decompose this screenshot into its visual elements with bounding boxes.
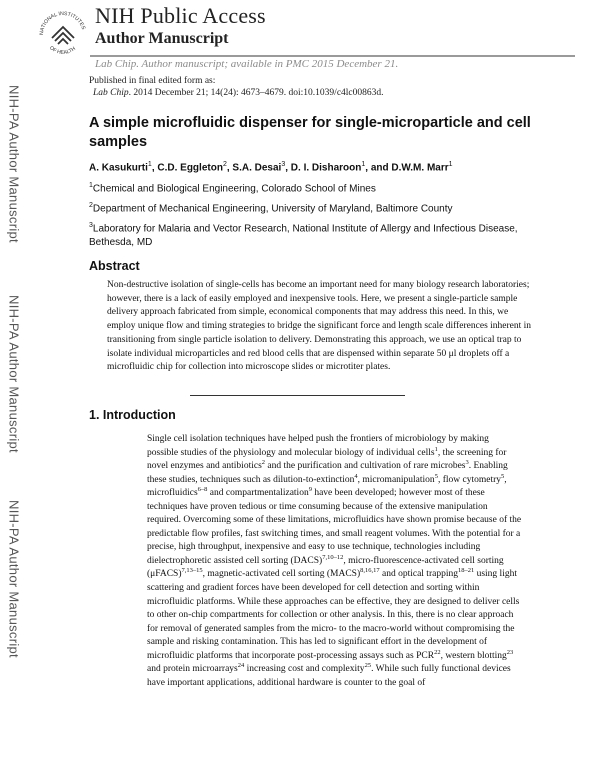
citation-ref: 1 [434, 445, 438, 453]
author-manuscript-label: Author Manuscript [95, 30, 229, 47]
logo-text-top: NATIONAL INSTITUTES [38, 10, 87, 36]
citation-ref: 7,10–12 [322, 553, 344, 561]
citation-ref: 8,16,17 [360, 567, 380, 575]
svg-text:OF HEALTH [48, 45, 77, 56]
nih-seal-icon [37, 5, 89, 67]
author-separator: , [285, 162, 291, 174]
intro-text: . Enabling these studies, techniques such as dilution-to-extinction [147, 461, 508, 485]
intro-text: , the screening for novel enzymes and antibiotics [147, 447, 507, 472]
citation-ref: 7,13–15 [181, 567, 203, 575]
author-affiliation-marker: 1 [147, 161, 152, 168]
intro-text: . While such fully functional devices have important applications, additional hardware is counter to the goal of [147, 664, 511, 688]
citation-ref: 24 [237, 662, 245, 670]
nih-logo [37, 5, 89, 67]
author-list [89, 161, 453, 173]
intro-text: , magnetic-activated cell sorting (MACS) [202, 569, 361, 580]
author-affiliation-marker: 2 [222, 161, 227, 168]
abstract-heading: Abstract [89, 259, 140, 273]
intro-text: using light scattering and gradient forces have been developed for cell detection and sorting within microfluidic platforms. While these approaches can be effective, they are designed to deliver cells to other on-chip compartments for collection or other analysis. In this, there is no clear approach for removal of generated samples from the micro- to the macro-world without compromising the sample and risking contamination. This has led to significant effort in the development of microfluidic platforms that incorporate post-processing assays such as PCR [147, 569, 520, 661]
author-affiliation-marker: 1 [361, 161, 366, 168]
side-label-2 [5, 295, 23, 453]
affiliation-text: Laboratory for Malaria and Vector Research, National Institute of Allergy and Infectious Disease, Bethesda, MD [89, 223, 518, 249]
side-label-text: NIH-PA Author Manuscript [6, 85, 22, 243]
affiliation-number: 3 [89, 222, 93, 229]
author-name: D.W.M. Marr [391, 162, 449, 174]
affiliation-number: 2 [89, 202, 93, 209]
paper-title: A simple microfluidic dispenser for single-microparticle and cell samples [89, 115, 531, 150]
intro-text: , microfluidics [147, 474, 507, 499]
citation-ref: 5 [434, 472, 438, 480]
citation-ref: 5 [501, 472, 505, 480]
side-label-text: NIH-PA Author Manuscript [6, 500, 22, 658]
introduction-heading: 1. Introduction [89, 408, 176, 422]
citation-ref: 3 [465, 458, 469, 466]
side-label-1 [5, 85, 23, 243]
author-affiliation-marker: 1 [448, 161, 453, 168]
affiliation-number: 1 [89, 182, 93, 189]
intro-text: Single cell isolation techniques have helped push the frontiers of microbiology by making possible studies of the physiology and molecular biology of individual cells [147, 434, 489, 458]
affiliation-1 [89, 179, 559, 196]
author-name: C.D. Eggleton [157, 162, 223, 174]
intro-text: , flow cytometry [437, 474, 501, 485]
citation-ref: 6–8 [197, 486, 208, 494]
author-name: A. Kasukurti [89, 162, 148, 174]
affiliation-2 [89, 199, 559, 216]
intro-text: and compartmentalization [207, 488, 309, 499]
intro-text: , micro-fluorescence-activated cell sorting (μFACS) [147, 555, 504, 580]
published-label: Published in final edited form as: [89, 76, 216, 86]
author-name: S.A. Desai [232, 162, 282, 174]
logo-text-bottom: OF HEALTH [48, 45, 77, 56]
affiliation-text: Chemical and Biological Engineering, Colorado School of Mines [92, 183, 376, 195]
intro-text: and the purification and cultivation of rare microbes [265, 461, 466, 472]
citation-ref: 23 [506, 648, 514, 656]
citation-ref: 18–21 [457, 567, 475, 575]
intro-text: , micromanipulation [357, 474, 435, 485]
intro-text: and protein microarrays [147, 664, 238, 675]
pmc-availability-note: Lab Chip. Author manuscript; available in PMC 2015 December 21. [95, 58, 399, 70]
author-separator: , [151, 162, 158, 174]
intro-text: increasing cost and complexity [244, 664, 365, 675]
author-name: D. I. Disharoon [290, 162, 362, 174]
side-label-3 [5, 500, 23, 658]
abstract-body: Non-destructive isolation of single-cells has become an important need for many biology research laboratories; however, there is a lack of easily employed and inexpensive tools. Here, we present a single-particle sample delivery approach fabricated from simple, economical components that may address this need. In this, we employ unique flow and timing strategies to bridge the significant force and length scale differences inherent in transitioning from single particle isolation to delivery. Demonstrating this approach, we use an optical trap to isolate individual microparticles and red blood cells that are dispensed within separate 50 μl droplets off a microfluidic chip for collection into microscope slides or microtiter plates. [107, 280, 532, 373]
author-separator: , [226, 162, 233, 174]
citation-ref: 2 [261, 458, 266, 466]
citation-ref: 25 [364, 662, 372, 670]
citation-ref: 4 [354, 472, 358, 480]
side-label-text: NIH-PA Author Manuscript [6, 295, 22, 453]
author-separator: , and [365, 162, 392, 174]
introduction-body [147, 433, 522, 690]
nih-public-access-title: NIH Public Access [95, 3, 266, 28]
citation-ref: 9 [308, 486, 312, 494]
intro-text: have been developed; however most of these techniques have proven tedious or time consuming because of the extensive manipulation required. Overcoming some of these limitations, microfluidics have shown promise because of the predictable flow profiles, fast switching times, and small reagent volumes. With the potential for a precise, high throughput, inexpensive and easy to use technique, technologies including dielectrophoretic assisted cell sorting (DACS) [147, 488, 522, 566]
affiliation-text: Department of Mechanical Engineering, University of Maryland, Baltimore County [92, 203, 453, 215]
intro-text: and optical trapping [379, 569, 458, 580]
affiliation-3 [89, 219, 559, 250]
citation-ref: 22 [434, 648, 441, 656]
citation-details: . 2014 December 21; 14(24): 4673–4679. doi:10.1039/c4lc00863d. [128, 88, 384, 98]
abstract-divider [190, 395, 405, 396]
citation-journal: Lab Chip [93, 88, 129, 98]
svg-text:NATIONAL INSTITUTES [39, 11, 86, 35]
intro-text: , western blotting [440, 650, 507, 661]
header-divider [90, 55, 575, 57]
citation [93, 88, 384, 98]
author-affiliation-marker: 3 [281, 161, 286, 168]
